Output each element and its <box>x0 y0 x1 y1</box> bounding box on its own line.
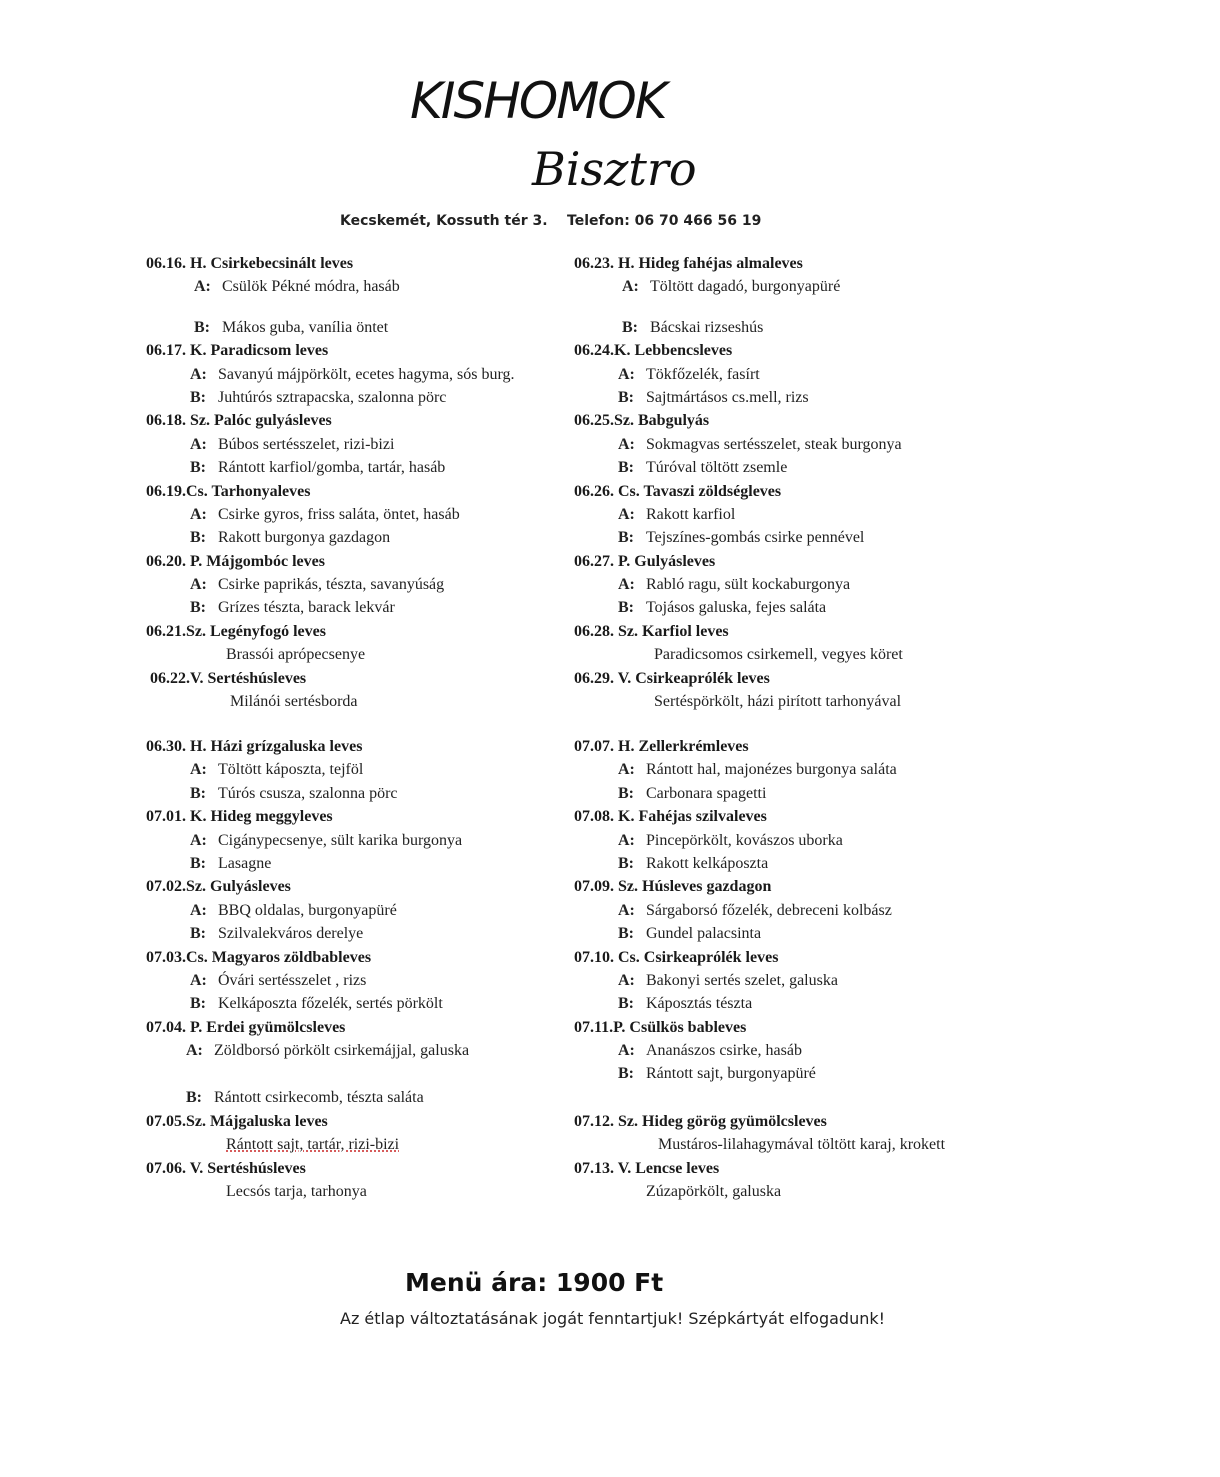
dish-single: Paradicsomos csirkemell, vegyes köret <box>654 646 903 664</box>
dish-b: B: Rántott karfiol/gomba, tartár, hasáb <box>190 459 446 477</box>
dish-b: B: Tejszínes-gombás csirke pennével <box>618 529 865 547</box>
dish-a: A: Csirke gyros, friss saláta, öntet, hasáb <box>190 505 460 523</box>
dish-b: B: Túróval töltött zsemle <box>618 459 788 477</box>
dish-b: B: Rakott burgonya gazdagon <box>190 529 391 547</box>
day-heading: 06.22.V. Sertéshúsleves <box>150 669 307 687</box>
dish-b: B: Rántott csirkecomb, tészta saláta <box>186 1089 424 1107</box>
day-heading: 07.08. K. Fahéjas szilvaleves <box>574 808 767 826</box>
dish-b: B: Grízes tészta, barack lekvár <box>190 599 395 617</box>
menu-week2-left <box>146 735 469 1203</box>
day-heading: 06.24.K. Lebbencsleves <box>574 342 733 360</box>
day-heading: 06.29. V. Csirkeaprólék leves <box>574 669 770 687</box>
day-heading: 07.06. V. Sertéshúsleves <box>146 1159 306 1177</box>
day-heading: 06.16. H. Csirkebecsinált leves <box>146 255 354 272</box>
day-heading: 06.25.Sz. Babgulyás <box>574 412 710 430</box>
day-heading: 06.26. Cs. Tavaszi zöldségleves <box>574 482 782 500</box>
day-heading: 06.30. H. Házi grízgaluska leves <box>146 738 363 755</box>
menu-price: Menü ára: 1900 Ft <box>405 1268 664 1297</box>
dish-b: B: Túrós csusza, szalonna pörc <box>190 784 398 802</box>
footer-note: Az étlap változtatásának jogát fenntartjuk! Szépkártyát elfogadunk! <box>340 1309 886 1328</box>
day-heading: 06.23. H. Hideg fahéjas almaleves <box>574 255 803 272</box>
dish-single: Mustáros-lilahagymával töltött karaj, krokett <box>658 1136 946 1154</box>
day-heading: 07.11.P. Csülkös bableves <box>574 1018 747 1036</box>
dish-a: A: Rántott hal, majonézes burgonya saláta <box>618 761 897 779</box>
dish-a: A: Töltött káposzta, tejföl <box>190 761 364 779</box>
day-heading: 06.18. Sz. Palóc gulyásleves <box>146 412 332 430</box>
dish-single: Rántott sajt, tartár, rizi-bizi <box>226 1136 400 1154</box>
dish-a: A: Sokmagvas sertésszelet, steak burgonya <box>618 435 902 453</box>
day-heading: 07.04. P. Erdei gyümölcsleves <box>146 1018 346 1036</box>
day-heading: 07.02.Sz. Gulyásleves <box>146 878 291 896</box>
address-text: Kecskemét, Kossuth tér 3. <box>340 213 548 229</box>
dish-b: B: Káposztás tészta <box>618 995 753 1013</box>
dish-single: Zúzapörkölt, galuska <box>646 1183 782 1201</box>
day-heading: 06.20. P. Májgombóc leves <box>146 552 325 570</box>
contact-line <box>340 213 761 229</box>
day-heading: 07.12. Sz. Hideg görög gyümölcsleves <box>574 1112 827 1130</box>
day-heading: 07.07. H. Zellerkrémleves <box>574 738 749 755</box>
day-heading: 06.21.Sz. Legényfogó leves <box>146 622 326 640</box>
dish-a: A: Ananászos csirke, hasáb <box>618 1042 802 1060</box>
dish-single: Lecsós tarja, tarhonya <box>226 1183 367 1201</box>
day-heading: 06.19.Cs. Tarhonyaleves <box>146 482 311 500</box>
dish-b: B: Juhtúrós sztrapacska, szalonna pörc <box>190 388 447 406</box>
day-heading: 07.13. V. Lencse leves <box>574 1159 720 1177</box>
dish-b: B: Rakott kelkáposzta <box>618 854 769 872</box>
dish-a: A: Pincepörkölt, kovászos uborka <box>618 831 843 849</box>
phone-text: Telefon: 06 70 466 56 19 <box>567 213 762 229</box>
day-heading: 07.01. K. Hideg meggyleves <box>146 808 333 826</box>
menu-week2-right <box>574 735 945 1203</box>
dish-a: A: Rabló ragu, sült kockaburgonya <box>618 576 851 594</box>
dish-a: A: Búbos sertésszelet, rizi-bizi <box>190 435 395 453</box>
dish-single: Brassói aprópecsenye <box>226 646 366 664</box>
dish-b: B: Sajtmártásos cs.mell, rizs <box>618 388 809 406</box>
dish-a: A: Zöldborsó pörkölt csirkemájjal, galuska <box>186 1042 470 1060</box>
dish-a: A: BBQ oldalas, burgonyapüré <box>190 901 397 919</box>
dish-b: B: Bácskai rizseshús <box>622 318 764 336</box>
dish-single: Milánói sertésborda <box>230 693 358 711</box>
menu-week1-right <box>574 252 903 713</box>
day-heading: 06.27. P. Gulyásleves <box>574 552 716 570</box>
dish-b: B: Kelkáposzta főzelék, sertés pörkölt <box>190 995 443 1013</box>
dish-b: B: Gundel palacsinta <box>618 925 762 943</box>
dish-b: B: Mákos guba, vanília öntet <box>194 318 389 336</box>
dish-a: A: Óvári sertésszelet , rizs <box>190 971 367 989</box>
day-heading: 07.09. Sz. Húsleves gazdagon <box>574 878 772 896</box>
day-heading: 07.03.Cs. Magyaros zöldbableves <box>146 948 372 966</box>
dish-b: B: Rántott sajt, burgonyapüré <box>618 1065 816 1083</box>
day-heading: 07.10. Cs. Csirkeaprólék leves <box>574 948 779 966</box>
dish-single: Sertéspörkölt, házi pirított tarhonyával <box>654 693 902 711</box>
dish-a: A: Csirke paprikás, tészta, savanyúság <box>190 576 445 594</box>
logo-kishomok: KISHOMOK <box>410 72 666 130</box>
dish-a: A: Cigánypecsenye, sült karika burgonya <box>190 831 463 849</box>
dish-a: A: Bakonyi sertés szelet, galuska <box>618 971 838 989</box>
dish-b: B: Carbonara spagetti <box>618 784 767 802</box>
dish-b: B: Lasagne <box>190 854 272 872</box>
logo-bisztro: Bisztro <box>532 142 697 196</box>
dish-a: A: Savanyú májpörkölt, ecetes hagyma, sós burg. <box>190 365 515 383</box>
dish-a: A: Rakott karfiol <box>618 505 736 523</box>
dish-b: B: Szilvalekváros derelye <box>190 925 364 943</box>
day-heading: 07.05.Sz. Májgaluska leves <box>146 1112 328 1130</box>
menu-week1-left <box>146 252 515 713</box>
dish-a: A: Tökfőzelék, fasírt <box>618 365 760 383</box>
day-heading: 06.28. Sz. Karfiol leves <box>574 622 729 640</box>
dish-b: B: Tojásos galuska, fejes saláta <box>618 599 827 617</box>
dish-a: A: Csülök Pékné módra, hasáb <box>194 278 400 296</box>
dish-a: A: Sárgaborsó főzelék, debreceni kolbász <box>618 901 892 919</box>
day-heading: 06.17. K. Paradicsom leves <box>146 342 329 360</box>
dish-a: A: Töltött dagadó, burgonyapüré <box>622 278 841 296</box>
